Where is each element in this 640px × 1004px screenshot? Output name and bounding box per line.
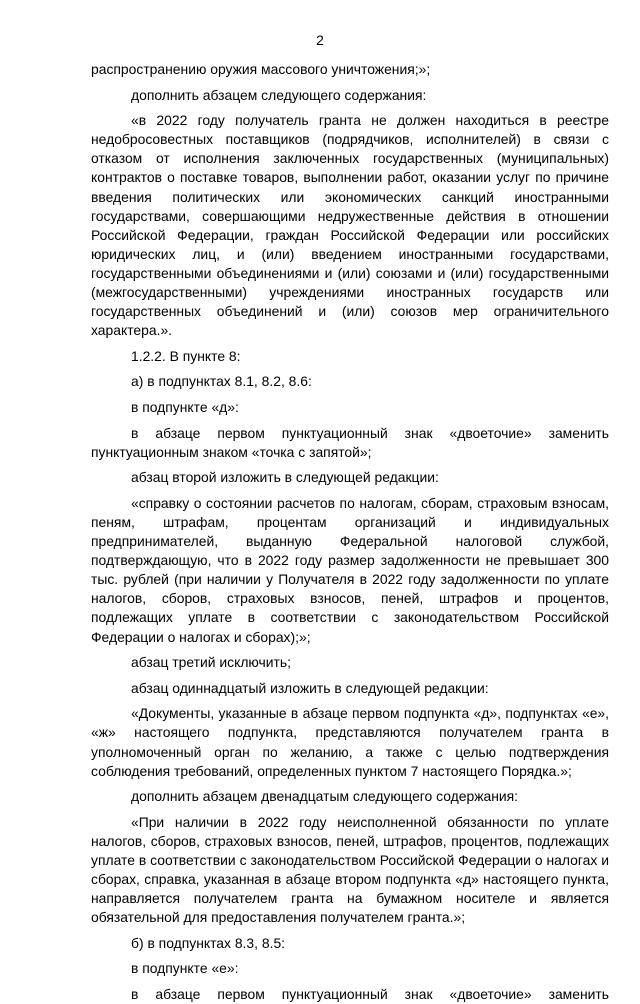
- paragraph-instruction: абзац одиннадцатый изложить в следующей редакции:: [131, 679, 489, 696]
- paragraph-clause-heading: 1.2.2. В пункте 8:: [131, 347, 241, 364]
- document-body: [91, 60, 609, 1004]
- paragraph-subpoint-e: в подпункте «е»:: [131, 960, 239, 977]
- paragraph-quote-tax-certificate: «справку о состоянии расчетов по налогам, сборам, страховым взносам, пеням, штрафам, процентам организаций и индивидуальных предпринимателей, выданную Федеральной налоговой службой, подтверждающую, что в 2022 году размер задолженности не превышает 300 тыс. рублей (при наличии у Получателя в 2022 году задолженности по уплате налогов, сборов, страховых взносов, пеней, штрафов и процентов, подлежащих уплате в соответствии с законодательством Российской Федерации о налогах и сборах);»;: [91, 494, 609, 645]
- paragraph-instruction: абзац третий исключить;: [131, 654, 291, 671]
- paragraph-subclause-a: а) в подпунктах 8.1, 8.2, 8.6:: [131, 373, 312, 390]
- paragraph-instruction: абзац второй изложить в следующей редакции:: [131, 469, 439, 486]
- paragraph-instruction: дополнить абзацем двенадцатым следующего содержания:: [131, 788, 519, 805]
- paragraph-replace-colon: в абзаце первом пунктуационный знак «двоеточие» заменить: [131, 986, 609, 1003]
- paragraph-quote-obligation: «При наличии в 2022 году неисполненной обязанности по уплате налогов, сборов, страховых взносов, пеней, штрафов, процентов, подлежащих уплате в соответствии с законодательством Российской Федерации о налогах и сборах, справка, указанная в абзаце втором подпункта «д» настоящего пункта, направляется получателем гранта на бумажном носителе и является обязательной для предоставления получателем гранта.»;: [91, 813, 609, 926]
- page-number: 2: [316, 32, 324, 48]
- paragraph-quote-registry: «в 2022 году получатель гранта не должен находиться в реестре недобросовестных поставщиков (подрядчиков, исполнителей) в связи с отказом от исполнения заключенных государственных (муниципальных) контрактов о поставке товаров, выполнении работ, оказании услуг по причине введения политических или экономических санкций иностранными государствами, совершающими недружественные действия в отношении Российской Федерации, граждан Российской Федерации или российских юридических лиц, и (или) введением иностранными государствами, государственными объединениями и (или) союзами и (или) государственными (межгосударственными) учреждениями иностранных государств или государственных объединений и (или) союзов мер ограничительного характера.».: [91, 112, 609, 339]
- paragraph-subclause-b: б) в подпунктах 8.3, 8.5:: [131, 934, 286, 951]
- paragraph-quote-documents: «Документы, указанные в абзаце первом подпункта «д», подпунктах «е», «ж» настоящего подпункта, представляются получателем гранта в уполномоченный орган по желанию, а также с целью подтверждения соблюдения требований, определенных пунктом 7 настоящего Порядка.»;: [91, 705, 609, 779]
- paragraph-continuation: распространению оружия массового уничтожения;»;: [91, 61, 431, 77]
- paragraph-subpoint-d: в подпункте «д»:: [131, 399, 239, 415]
- paragraph-replace-colon: в абзаце первом пунктуационный знак «двоеточие» заменить пунктуационным знаком «точка с запятой»;: [91, 424, 609, 460]
- paragraph-instruction: дополнить абзацем следующего содержания:: [131, 86, 427, 103]
